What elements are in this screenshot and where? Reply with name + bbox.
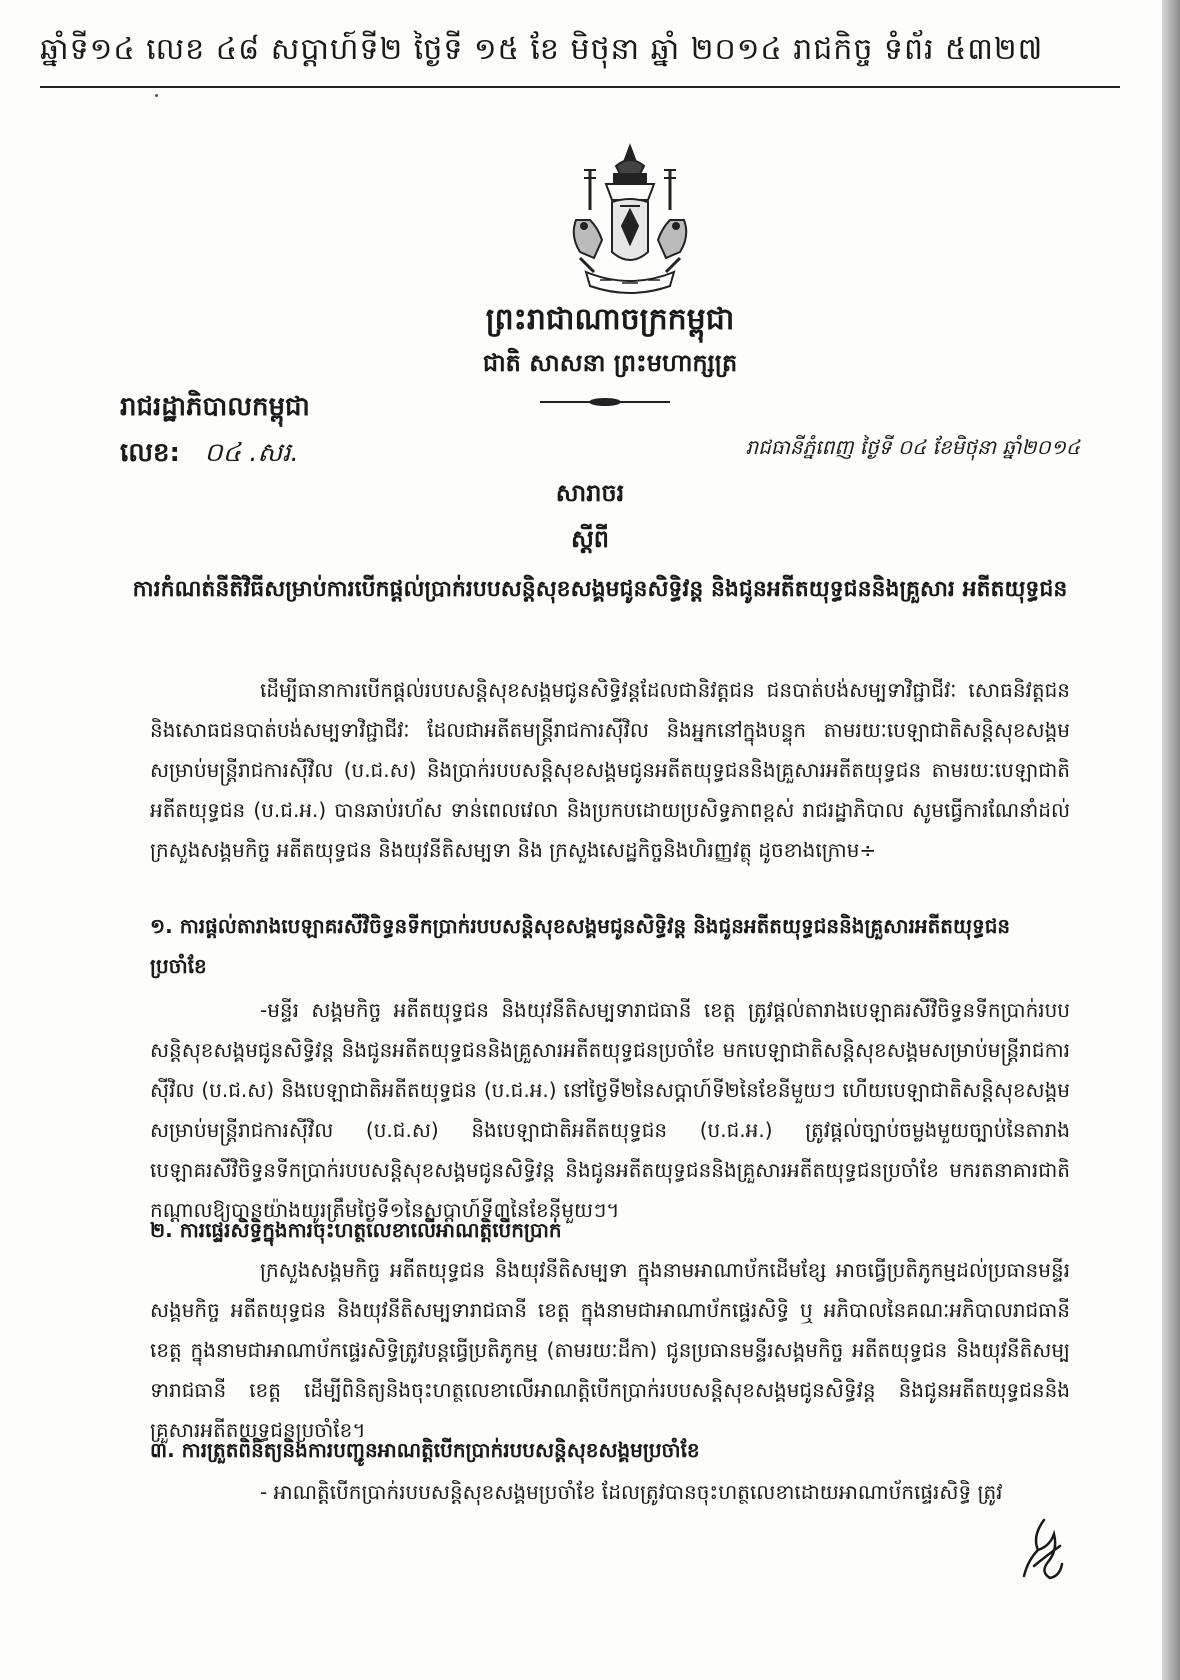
scan-edge-shadow xyxy=(1162,0,1180,1680)
section-2-heading: ២. ការផ្ទេរសិទ្ធិក្នុងការចុះហត្ថលេខាលើអាណត្តិបើកប្រាក់ xyxy=(150,1218,562,1242)
section-3-text: - អាណត្តិបើកប្រាក់របបសន្តិសុខសង្គមប្រចាំខែ ដែលត្រូវបានចុះហត្ថលេខាដោយអាណាប័កផ្ទេរសិទ្ធិ ត្រូវ xyxy=(260,1480,1003,1504)
header-divider xyxy=(40,86,1120,88)
kingdom-title: ព្រះរាជាណាចក្រកម្ពុជា xyxy=(485,302,735,337)
section-2-text: ក្រសួងសង្គមកិច្ច អតីតយុទ្ធជន និងយុវនីតិសម្បទា ក្នុងនាមអាណាប័កដើមខ្សែ អាចធ្វើប្រតិភូកម្មដល់ប្រធានមន្ទីរសង្គមកិច្ច អតីតយុទ្ធជន និងយុវនីតិសម្បទារាជធានី ខេត្ត ក្នុងនាមជាអាណាប័កផ្ទេរសិទ្ធិ ឬ អភិបាលនៃគណៈអភិបាលរាជធានី ខេត្ត ក្នុងនាមជាអាណាប័កផ្ទេរសិទ្ធិត្រូវបន្តធ្វើប្រតិភូកម្ម (តាមរយៈដីកា) ជូនប្រធានមន្ទីរសង្គមកិច្ច អតីតយុទ្ធជន និងយុវនីតិសម្បទារាជធានី ខេត្ត ដើម្បីពិនិត្យនិងចុះហត្ថលេខាលើអាណត្តិបើកប្រាក់របបសន្តិសុខសង្គមជូនសិទ្ធិវន្ត និងជូនអតីតយុទ្ធជននិងគ្រួសារអតីតយុទ្ធជនប្រចាំខែ។ xyxy=(150,1258,1070,1442)
reference-value: ០៤ .សរ. xyxy=(204,438,299,468)
section-1-heading: ១. ការផ្តល់តារាងបេឡាគរសីវិចិទ្ធនទីកប្រាក់របបសន្តិសុខសង្គមជូនសិទ្ធិវន្ត និងជូនអតីតយុទ្ធជននិងគ្រួសារអតីតយុទ្ធជន ប្រចាំខែ xyxy=(150,914,1011,978)
section-1-text: -មន្ទីរ សង្គមកិច្ច អតីតយុទ្ធជន និងយុវនីតិសម្បទារាជធានី ខេត្ត ត្រូវផ្តល់តារាងបេឡាគរសីវិចិទ្ធនទីកប្រាក់របបសន្តិសុខសង្គមជូនសិទ្ធិវន្ត និងជូនអតីតយុទ្ធជននិងគ្រួសារអតីតយុទ្ធជនប្រចាំខែ មកបេឡាជាតិសន្តិសុខសង្គមសម្រាប់មន្ត្រីរាជការស៊ីវិល (ប.ជ.ស) និងបេឡាជាតិអតីតយុទ្ធជន (ប.ជ.អ.) នៅថ្ងៃទី២នៃសប្តាហ៍ទី២នៃខែនីមួយៗ ហើយបេឡាជាតិសន្តិសុខសង្គមសម្រាប់មន្ត្រីរាជការស៊ីវិល (ប.ជ.ស) និងបេឡាជាតិអតីតយុទ្ធជន (ប.ជ.អ.) ត្រូវផ្តល់ច្បាប់ចម្លងមួយច្បាប់នៃតារាងបេឡាគរសីវិចិទ្ធនទីកប្រាក់របបសន្តិសុខសង្គមជូនសិទ្ធិវន្ត និងជូនអតីតយុទ្ធជននិងគ្រួសារអតីតយុទ្ធជនប្រចាំខែ មករតនាគារជាតិកណ្តាលឱ្យបានយ៉ាងយូរត្រឹមថ្ងៃទី១នៃសប្តាហ៍ទី៣នៃខែនីមួយៗ។ xyxy=(150,998,1070,1222)
national-motto: ជាតិ សាសនា ព្រះមហាក្សត្រ xyxy=(482,349,738,377)
about-label: ស្តីពី xyxy=(570,525,610,553)
place-and-date: រាជធានីភ្នំពេញ ថ្ងៃទី ០៤ ខែមិថុនា ឆ្នាំ២០១៤ xyxy=(745,435,1080,459)
royal-coat-of-arms-icon xyxy=(550,140,710,300)
ornament-divider xyxy=(540,396,670,408)
section-3-heading: ៣. ការត្រួតពិនិត្យនិងការបញ្ជូនអាណត្តិបើកប្រាក់របបសន្តិសុខសង្គមប្រចាំខែ xyxy=(150,1438,700,1462)
scan-speck xyxy=(155,94,158,97)
intro-paragraph: ដើម្បីធានាការបើកផ្តល់របបសន្តិសុខសង្គមជូនសិទ្ធិវន្តដែលជានិវត្តជន ជនបាត់បង់សម្បទាវិជ្ជាជីវៈ សោធនិវត្តជន និងសោធជនបាត់បង់សម្បទាវិជ្ជាជីវៈ ដែលជាអតីតមន្ត្រីរាជការស៊ីវិល និងអ្នកនៅក្នុងបន្ទុក តាមរយៈបេឡាជាតិសន្តិសុខសង្គមសម្រាប់មន្ត្រីរាជការស៊ីវិល (ប.ជ.ស) និងប្រាក់របបសន្តិសុខសង្គមជូនអតីតយុទ្ធជននិងគ្រួសារអតីតយុទ្ធជន តាមរយៈបេឡាជាតិអតីតយុទ្ធជន (ប.ជ.អ.) បានឆាប់រហ័ស ទាន់ពេលវេលា និងប្រកបដោយប្រសិទ្ធភាពខ្ពស់ រាជរដ្ឋាភិបាល សូមធ្វើការណែនាំដល់ក្រសួងសង្គមកិច្ច អតីតយុទ្ធជន និងយុវនីតិសម្បទា និង ក្រសួងសេដ្ឋកិច្ចនិងហិរញ្ញវត្ថុ ដូចខាងក្រោម÷ xyxy=(150,678,1070,862)
reference-label: លេខ: xyxy=(120,438,180,468)
initial-signature xyxy=(1010,1516,1070,1586)
document-subject: ការកំណត់នីតិវិធីសម្រាប់ការបើកផ្តល់ប្រាក់របបសន្តិសុខសង្គមជូនសិទ្ធិវន្ត និងជូនអតីតយុទ្ធជននិងគ្រួសារ អតីតយុទ្ធជន xyxy=(132,577,1068,602)
document-type: សារាចរ xyxy=(555,479,625,507)
issuing-authority: រាជរដ្ឋាភិបាលកម្ពុជា xyxy=(120,392,310,422)
gazette-header: ឆ្នាំទី១៤ លេខ ៤៨ សប្តាហ៍ទី២ ថ្ងៃទី ១៥ ខែ មិថុនា ឆ្នាំ ២០១៤ រាជកិច្ច ទំព័រ ៥៣២៧ xyxy=(40,32,1044,67)
reference-number xyxy=(120,436,299,474)
